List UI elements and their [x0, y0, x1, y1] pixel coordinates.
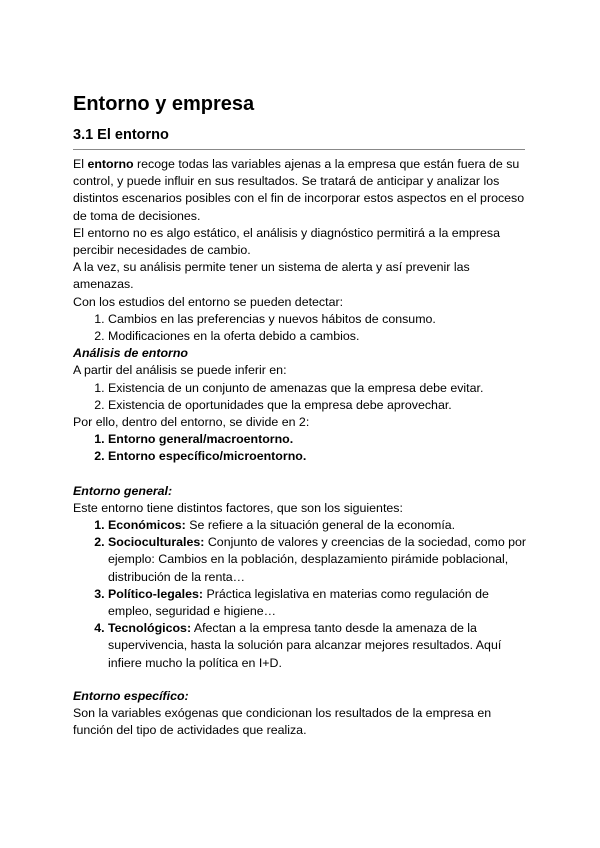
section-heading: 3.1 El entorno — [73, 127, 169, 143]
factor-item — [108, 586, 533, 620]
intro-bold-term: entorno — [87, 157, 134, 171]
page-title: Entorno y empresa — [73, 93, 255, 115]
factor-name: Económicos: — [108, 518, 186, 533]
factor-text: Afectan a la empresa tanto desde la amenaza de la supervivencia, hasta la solución para alcanzar mejores resultados. Aquí infiere mucho la política en I+D. — [108, 621, 502, 670]
section-divider — [73, 149, 525, 150]
analysis-list — [73, 380, 533, 414]
list-item: 2. Modificaciones en la oferta debido a cambios. — [108, 328, 533, 345]
list-item: 1. Existencia de un conjunto de amenazas que la empresa debe evitar. — [108, 380, 533, 397]
list-item: 2. Entorno específico/microentorno. — [108, 448, 533, 465]
factors-list — [73, 517, 533, 672]
specific-text: Son la variables exógenas que condicionan los resultados de la empresa en función del tipo de actividades que realiza. — [73, 706, 492, 738]
factor-item — [108, 517, 533, 534]
spacer — [73, 672, 533, 688]
intro-paragraph — [73, 156, 533, 225]
division-list — [73, 431, 533, 465]
intro-rest: recoge todas las variables ajenas a la empresa que están fuera de su control, y puede influir en sus resultados. Se tratará de anticipar y analizar los distintos escenarios posibles con el fin de incorporar estos aspectos en el proceso de toma de decisiones. — [73, 157, 525, 223]
general-heading: Entorno general: — [73, 483, 173, 498]
factor-item — [108, 620, 533, 672]
body-content — [73, 156, 533, 740]
factor-text: Conjunto de valores y creencias de la sociedad, como por ejemplo: Cambios en la población, desplazamiento pirámide poblacional, distribución de la renta… — [108, 535, 527, 584]
factor-text: Práctica legislativa en materias como regulación de empleo, seguridad e higiene… — [108, 586, 489, 619]
detect-list — [73, 311, 533, 345]
analysis-heading: Análisis de entorno — [73, 346, 188, 361]
document-page — [73, 92, 533, 740]
factor-name: Socioculturales: — [108, 535, 205, 550]
specific-heading: Entorno específico: — [73, 688, 189, 703]
list-item: 1. Cambios en las preferencias y nuevos hábitos de consumo. — [108, 311, 533, 328]
intro-lead: El — [73, 157, 88, 171]
factor-name: Político-legales: — [108, 586, 204, 601]
paragraph-2: El entorno no es algo estático, el análisis y diagnóstico permitirá a la empresa percibir necesidades de cambio. — [73, 225, 501, 258]
factor-item — [108, 534, 533, 586]
factor-name: Tecnológicos: — [108, 621, 192, 636]
list-item: 1. Entorno general/macroentorno. — [108, 431, 533, 448]
spacer — [73, 466, 533, 483]
division-intro: Por ello, dentro del entorno, se divide en 2: — [73, 415, 310, 430]
paragraph-3: A la vez, su análisis permite tener un sistema de alerta y así prevenir las amenazas. — [73, 260, 470, 292]
factor-text: Se refiere a la situación general de la economía. — [185, 518, 456, 533]
list-item: 2. Existencia de oportunidades que la empresa debe aprovechar. — [108, 397, 533, 414]
analysis-intro: A partir del análisis se puede inferir en: — [73, 363, 287, 378]
general-intro: Este entorno tiene distintos factores, que son los siguientes: — [73, 500, 403, 515]
paragraph-4: Con los estudios del entorno se pueden detectar: — [73, 294, 344, 309]
